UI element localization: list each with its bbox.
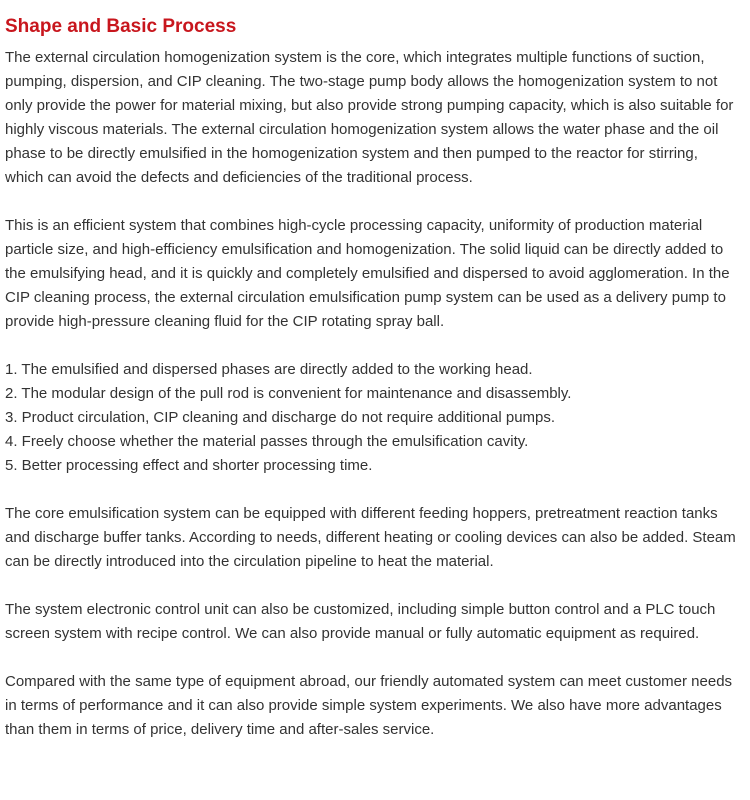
article [5, 15, 740, 766]
control-unit-paragraph: The system electronic control unit can also be customized, including simple button control and a PLC touch screen system with recipe control. We can also provide manual or fully automatic equipment as required. [5, 601, 716, 642]
list-item: 1. The emulsified and dispersed phases are directly added to the working head. [5, 361, 533, 378]
section-title: Shape and Basic Process [5, 16, 237, 37]
intro-paragraph: The external circulation homogenization system is the core, which integrates multiple functions of suction, pumping, dispersion, and CIP cleaning. The two-stage pump body allows the homogenization system to not only provide the power for material mixing, but also provide strong pumping capacity, which is also suitable for highly viscous materials. The external circulation homogenization system allows the water phase and the oil phase to be directly emulsified in the homogenization system and then pumped to the reactor for stirring, which can avoid the defects and deficiencies of the traditional process. [5, 49, 734, 186]
list-item: 4. Freely choose whether the material passes through the emulsification cavity. [5, 433, 529, 450]
efficiency-paragraph: This is an efficient system that combines high-cycle processing capacity, uniformity of production material particle size, and high-efficiency emulsification and homogenization. The solid liquid can be directly added to the emulsifying head, and it is quickly and completely emulsified and dispersed to avoid agglomeration. In the CIP cleaning process, the external circulation emulsification pump system can be used as a delivery pump to provide high-pressure cleaning fluid for the CIP rotating spray ball. [5, 217, 730, 330]
list-item: 5. Better processing effect and shorter processing time. [5, 457, 373, 474]
feature-list [5, 358, 740, 478]
list-item: 3. Product circulation, CIP cleaning and discharge do not require additional pumps. [5, 409, 556, 426]
list-item: 2. The modular design of the pull rod is convenient for maintenance and disassembly. [5, 385, 572, 402]
comparison-paragraph: Compared with the same type of equipment abroad, our friendly automated system can meet customer needs in terms of performance and it can also provide simple system experiments. We also have more advantages than them in terms of price, delivery time and after-sales service. [5, 673, 733, 738]
equipment-paragraph: The core emulsification system can be equipped with different feeding hoppers, pretreatment reaction tanks and discharge buffer tanks. According to needs, different heating or cooling devices can also be added. Steam can be directly introduced into the circulation pipeline to heat the material. [5, 505, 736, 570]
